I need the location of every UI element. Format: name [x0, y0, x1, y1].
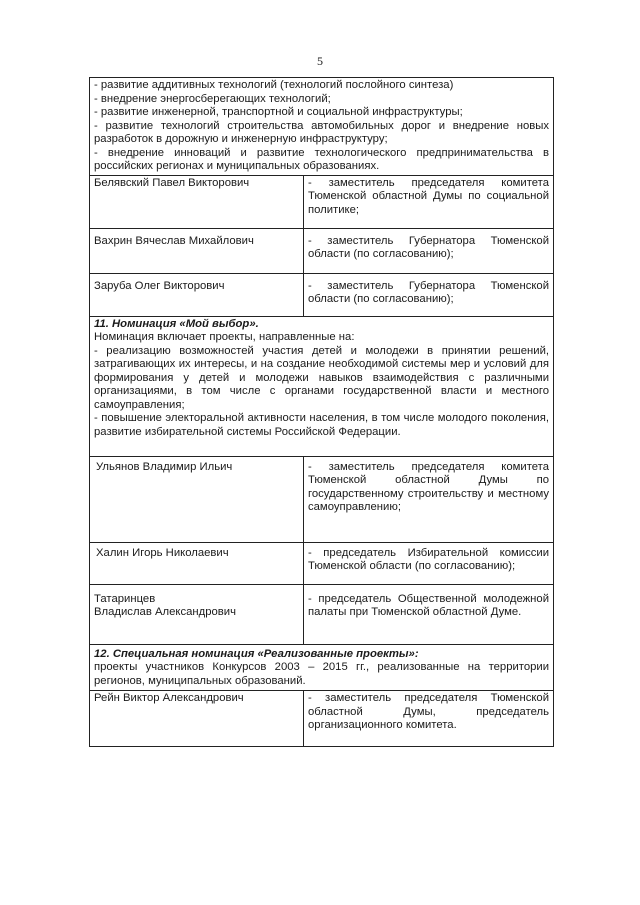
- member-role: - заместитель Губернатора Тюменской области (по согласованию);: [304, 228, 554, 273]
- nomination-12-row: [90, 644, 554, 691]
- intro-row: [90, 78, 554, 176]
- nomination-11-item: - повышение электоральной активности населения, в том числе молодого поколения, развитие избирательной системы Российской Федерации.: [94, 412, 550, 438]
- member-row: [90, 228, 554, 273]
- member-row: [90, 456, 554, 542]
- intro-line: - развитие инженерной, транспортной и социальной инфраструктуры;: [94, 106, 463, 118]
- member-given-names: Владислав Александрович: [94, 606, 236, 618]
- member-name: Халин Игорь Николаевич: [90, 542, 304, 584]
- intro-line: - развитие технологий строительства автомобильных дорог и внедрение новых разработок в дорожную и инженерную инфраструктуру;: [94, 119, 550, 145]
- member-role: - заместитель председателя Тюменской областной Думы, председатель организационного комитета.: [304, 691, 554, 747]
- nomination-11-intro: Номинация включает проекты, направленные на:: [94, 331, 355, 343]
- commission-table: [89, 77, 554, 747]
- member-surname: Татаринцев: [94, 592, 156, 605]
- member-row: [90, 273, 554, 316]
- nomination-11-item: - реализацию возможностей участия детей и молодежи в принятии решений, затрагивающих их интересы, и на создание необходимой системы мер и условий для формирования у детей и молодежи навыков взаимодействия с различными организациями, в том числе с органами государственной власти и местного самоуправления;: [94, 344, 550, 411]
- intro-line: - внедрение инноваций и развитие технологического предпринимательства в российских регионах и муниципальных образованиях.: [94, 146, 550, 172]
- member-name-cell: [90, 584, 304, 644]
- member-row: [90, 175, 554, 228]
- member-row: [90, 691, 554, 747]
- member-row: [90, 542, 554, 584]
- member-name: Вахрин Вячеслав Михайлович: [90, 228, 304, 273]
- nomination-12-text: проекты участников Конкурсов 2003 – 2015 гг., реализованные на территории регионов, муниципальных образований.: [94, 661, 550, 687]
- member-name: Белявский Павел Викторович: [90, 175, 304, 228]
- member-role: - председатель Общественной молодежной палаты при Тюменской областной Думе.: [304, 584, 554, 644]
- member-role: - председатель Избирательной комиссии Тюменской области (по согласованию);: [304, 542, 554, 584]
- nomination-11-cell: [90, 316, 554, 456]
- member-name: Заруба Олег Викторович: [90, 273, 304, 316]
- member-row: [90, 584, 554, 644]
- member-name: Рейн Виктор Александрович: [90, 691, 304, 747]
- intro-cell: [90, 78, 554, 176]
- page-number: 5: [317, 54, 323, 68]
- member-name: Ульянов Владимир Ильич: [90, 456, 304, 542]
- nomination-12-title: 12. Специальная номинация «Реализованные проекты»:: [94, 647, 419, 660]
- member-role: - заместитель Губернатора Тюменской области (по согласованию);: [304, 273, 554, 316]
- nomination-12-cell: [90, 644, 554, 691]
- nomination-11-row: [90, 316, 554, 456]
- nomination-11-title: 11. Номинация «Мой выбор».: [94, 317, 259, 330]
- intro-line: - внедрение энергосберегающих технологий;: [94, 92, 331, 105]
- member-role: - заместитель председателя комитета Тюменской областной Думы по социальной политике;: [304, 175, 554, 228]
- intro-line: - развитие аддитивных технологий (технологий послойного синтеза): [94, 79, 454, 91]
- member-role: - заместитель председателя комитета Тюменской областной Думы по государственному строительству и местному самоуправлению;: [304, 456, 554, 542]
